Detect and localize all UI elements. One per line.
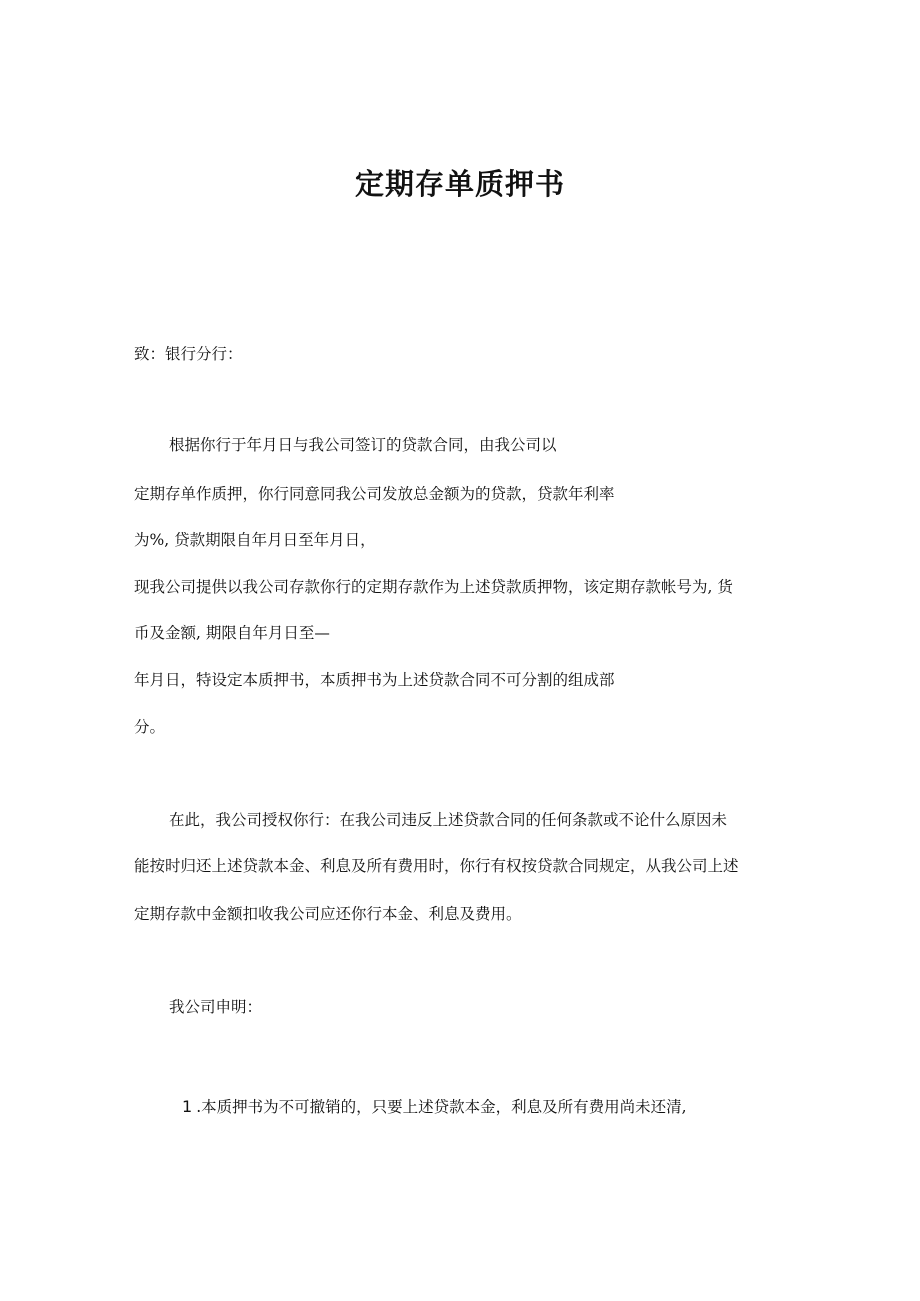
document-title: 定期存单质押书 (354, 167, 565, 201)
paragraph-line: 能按时归还上述贷款本金、利息及所有费用时，你行有权按贷款合同规定，从我公司上述 (134, 857, 739, 875)
declaration-heading: 我公司申明： (169, 998, 263, 1016)
addressee-line: 致：银行分行： (134, 345, 243, 363)
clause-number: 1 (182, 1097, 193, 1116)
paragraph-line: 根据你行于年月日与我公司签订的贷款合同，由我公司以 (169, 436, 557, 454)
paragraph-line: 币及金额, 期限自年月日至— (134, 624, 330, 642)
paragraph-line: 为%, 贷款期限自年月日至年月日， (134, 531, 376, 549)
paragraph-line: 分。 (134, 718, 166, 736)
clause-text: .本质押书为不可撤销的，只要上述贷款本金，利息及所有费用尚未还清, (196, 1098, 687, 1116)
paragraph-line: 在此，我公司授权你行：在我公司违反上述贷款合同的任何条款或不论什么原因未 (169, 811, 728, 829)
paragraph-line: 现我公司提供以我公司存款你行的定期存款作为上述贷款质押物，该定期存款帐号为, 货 (134, 578, 733, 596)
paragraph-line: 年月日，特设定本质押书，本质押书为上述贷款合同不可分割的组成部 (134, 671, 615, 689)
paragraph-line: 定期存款中金额扣收我公司应还你行本金、利息及费用。 (134, 905, 522, 923)
clause-item (182, 1096, 687, 1118)
paragraph-line: 定期存单作质押，你行同意同我公司发放总金额为的贷款，贷款年利率 (134, 485, 615, 503)
